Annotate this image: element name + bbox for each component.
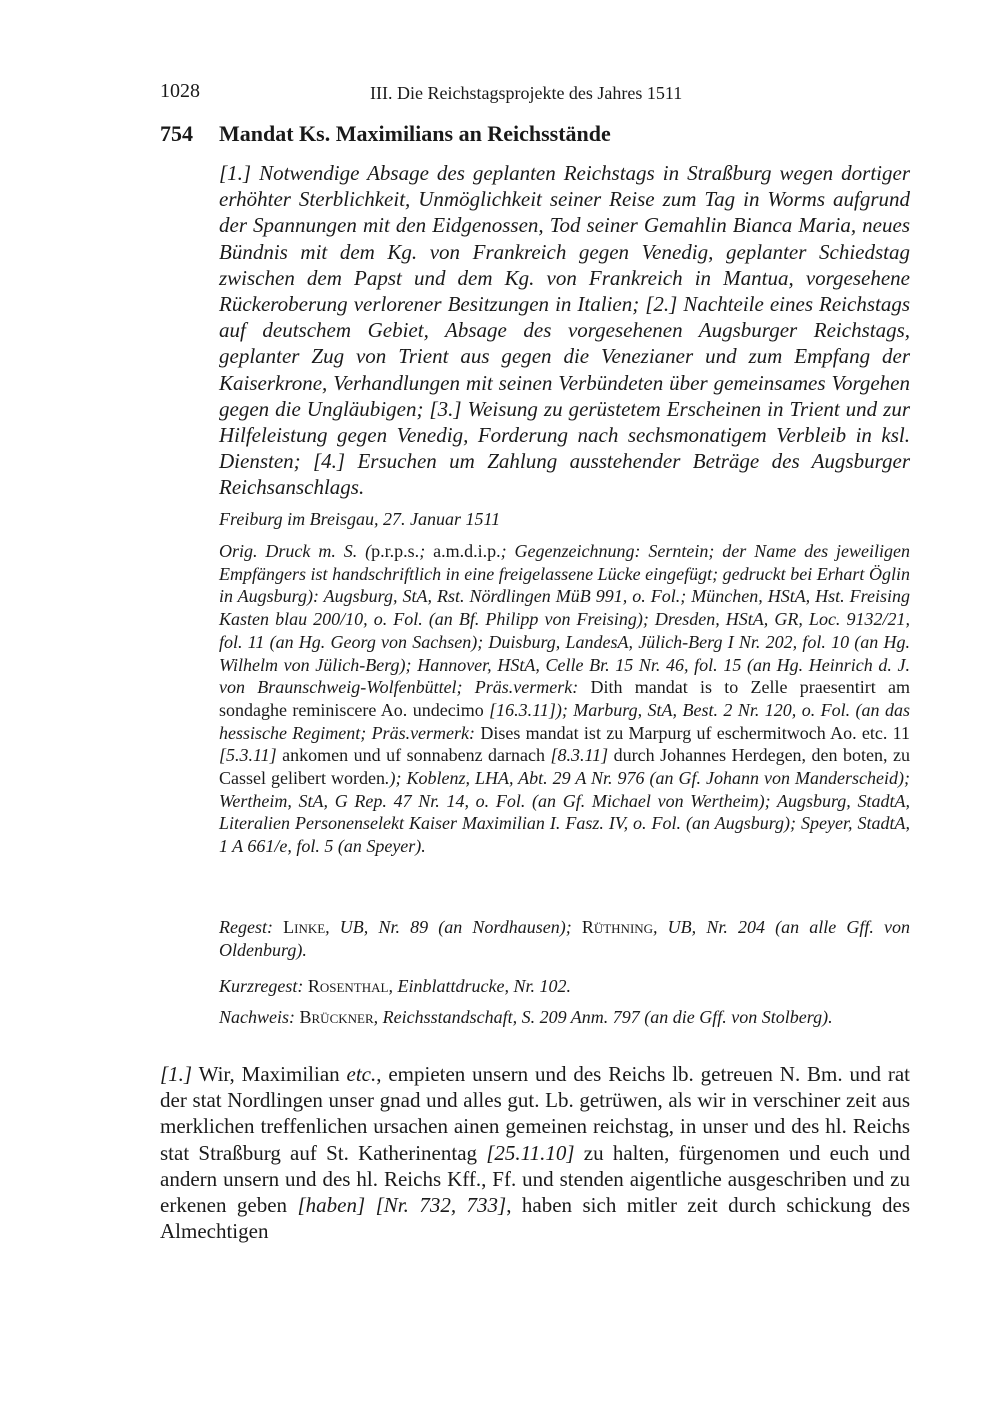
source-quote: Dith mandat is to Zelle praesentirt am sondaghe reminiscere Ao. undecimo: [219, 677, 910, 720]
source-abbreviation: a.m.d.i.p.: [433, 541, 501, 561]
source-quote: ankomen und uf sonnabenz darnach: [282, 745, 546, 766]
kurzregest-line: [219, 975, 910, 998]
regest-text: , UB, Nr. 89 (an Nordhausen);: [325, 917, 582, 937]
body-text: , haben sich mitler zeit durch schickung des Almechtigen: [160, 1193, 910, 1244]
author-name: Brückner: [299, 1007, 374, 1027]
source-date: [5.3.11]: [219, 745, 283, 766]
main-text: [160, 1061, 910, 1244]
source-text: .); Koblenz, LHA, Abt. 29 A Nr. 976 (an Gf. Johann von Manderscheid); Wertheim, StA, G Rep. 47 Nr. 14, o. Fol. (an Gf. Michael von Wertheim); Augsburg, StadtA, Literalien Personenselekt Kaiser Maximilian I. Fasz. IV, o. Fol. (an Augsburg); Speyer, StadtA, 1 A 661/e, fol. 5 (an Speyer).: [219, 768, 910, 857]
source-text: Orig. Druck m. S. (: [219, 541, 372, 561]
body-text: Wir, Maximilian: [192, 1062, 347, 1086]
body-text: zu halten, fürgenomen und euch und andern unsern und des hl. Reichs Kff., Ff. und stenden aigentliche ausgeschriben und zu erkenen geben: [160, 1140, 910, 1218]
running-title: III. Die Reichstagsprojekte des Jahres 1511: [370, 83, 683, 103]
nachweis-text: , Reichsstandschaft, S. 209 Anm. 797 (an die Gff. von Stolberg).: [373, 1007, 833, 1027]
source-text: ; Gegenzeichnung: Serntein; der Name des jeweiligen Empfängers ist handschriftlich in eine freigelassene Lücke eingefügt; gedruckt bei Erhart Öglin in Augsburg): Augsburg, StA, Rst. Nördlingen MüB 991, o. Fol.; München, HStA, Hst. Freising Kasten blau 200/10, o. Fol. (an Bf. Philipp von Freising); Dresden, HStA, GR, Loc. 9132/21, fol. 11 (an Hg. Georg von Sachsen); Duisburg, LandesA, Jülich-Berg I Nr. 202, fol. 10 (an Hg. Wilhelm von Jülich-Berg); Hannover, HStA, Celle Br. 15 Nr. 46, fol. 15 (an Hg. Heinrich d. J. von Braunschweig-Wolfenbüttel; Präs.vermerk:: [219, 541, 911, 698]
source-separator: ;: [419, 541, 434, 561]
body-date: [25.11.10]: [486, 1140, 575, 1165]
nachweis-label: Nachweis:: [219, 1007, 300, 1027]
document-number: 754: [160, 121, 193, 146]
regest-label: Regest:: [219, 917, 284, 937]
regest-text: , UB, Nr. 204 (an alle Gff. von Oldenburg).: [219, 917, 910, 960]
document-heading: [160, 121, 611, 147]
author-name: Rüthning: [581, 917, 654, 937]
body-text: , empieten unsern und des Reichs lb. getreuen N. Bm. und rat der stat Nordlingen unser gnad und alles gut. Lb. getrüwen, als wir in verschiner zeit aus merklichen treffenlichen ursachen ainen gemeinen reichstag, in unser und des hl. Reichs stat Straßburg auf St. Katherinentag: [160, 1062, 910, 1165]
kurzregest-text: , Einblattdrucke, Nr. 102.: [388, 976, 571, 996]
kurzregest-label: Kurzregest:: [219, 976, 308, 996]
document-dateline: Freiburg im Breisgau, 27. Januar 1511: [219, 509, 501, 529]
source-quote: durch Johannes Herdegen, den boten, zu Cassel gelibert worden: [219, 745, 910, 789]
source-abbreviation: p.r.p.s.: [371, 541, 420, 561]
document-summary: [1.] Notwendige Absage des geplanten Reichstags in Straßburg wegen dortiger erhöhter Sterblichkeit, Unmöglichkeit seiner Reise zum Tag in Worms aufgrund der Spannungen mit den Eidgenossen, Tod seiner Gemahlin Bianca Maria, neues Bündnis mit dem Kg. von Frankreich gegen Venedig, geplanter Schiedstag zwischen dem Papst und dem Kg. von Frankreich in Mantua, vorgesehene Rückeroberung verlorener Besitzungen in Italien; [2.] Nachteile eines Reichstags auf deutschem Gebiet, Absage des vorgesehenen Augsburger Reichstags, geplanter Zug von Trient aus gegen die Venezianer und zum Empfang der Kaiserkrone, Verhandlungen mit seinen Verbündeten über gemeinsames Vorgehen gegen die Ungläubigen; [3.] Weisung zu gerüstetem Erscheinen in Trient und zur Hilfeleistung gegen Venedig, Forderung nach sechsmonatigem Verbleib in ksl. Diensten; [4.] Ersuchen um Zahlung ausstehender Beträge des Augsburger Reichsanschlags.: [219, 161, 910, 500]
page-number: 1028: [160, 80, 200, 102]
running-header: [160, 80, 910, 106]
source-text: [16.3.11]); Marburg, StA, Best. 2 Nr. 120, o. Fol. (an das hessische Regiment; Präs.vermerk:: [219, 699, 910, 743]
author-name: Linke: [283, 917, 326, 937]
source-date: [8.3.11]: [545, 745, 614, 766]
body-reference: [haben] [Nr. 732, 733]: [297, 1193, 507, 1218]
source-apparatus: [219, 540, 910, 858]
nachweis-line: [219, 1006, 910, 1029]
document-title: Mandat Ks. Maximilians an Reichsstände: [219, 121, 611, 146]
regest-line: [219, 916, 910, 961]
author-name: Rosenthal: [307, 976, 389, 996]
source-quote: Dises mandat ist zu Marpurg uf eschermitwoch Ao. etc. 11: [480, 722, 910, 743]
section-marker: [1.]: [160, 1062, 193, 1086]
body-abbreviation: etc.: [346, 1062, 377, 1086]
